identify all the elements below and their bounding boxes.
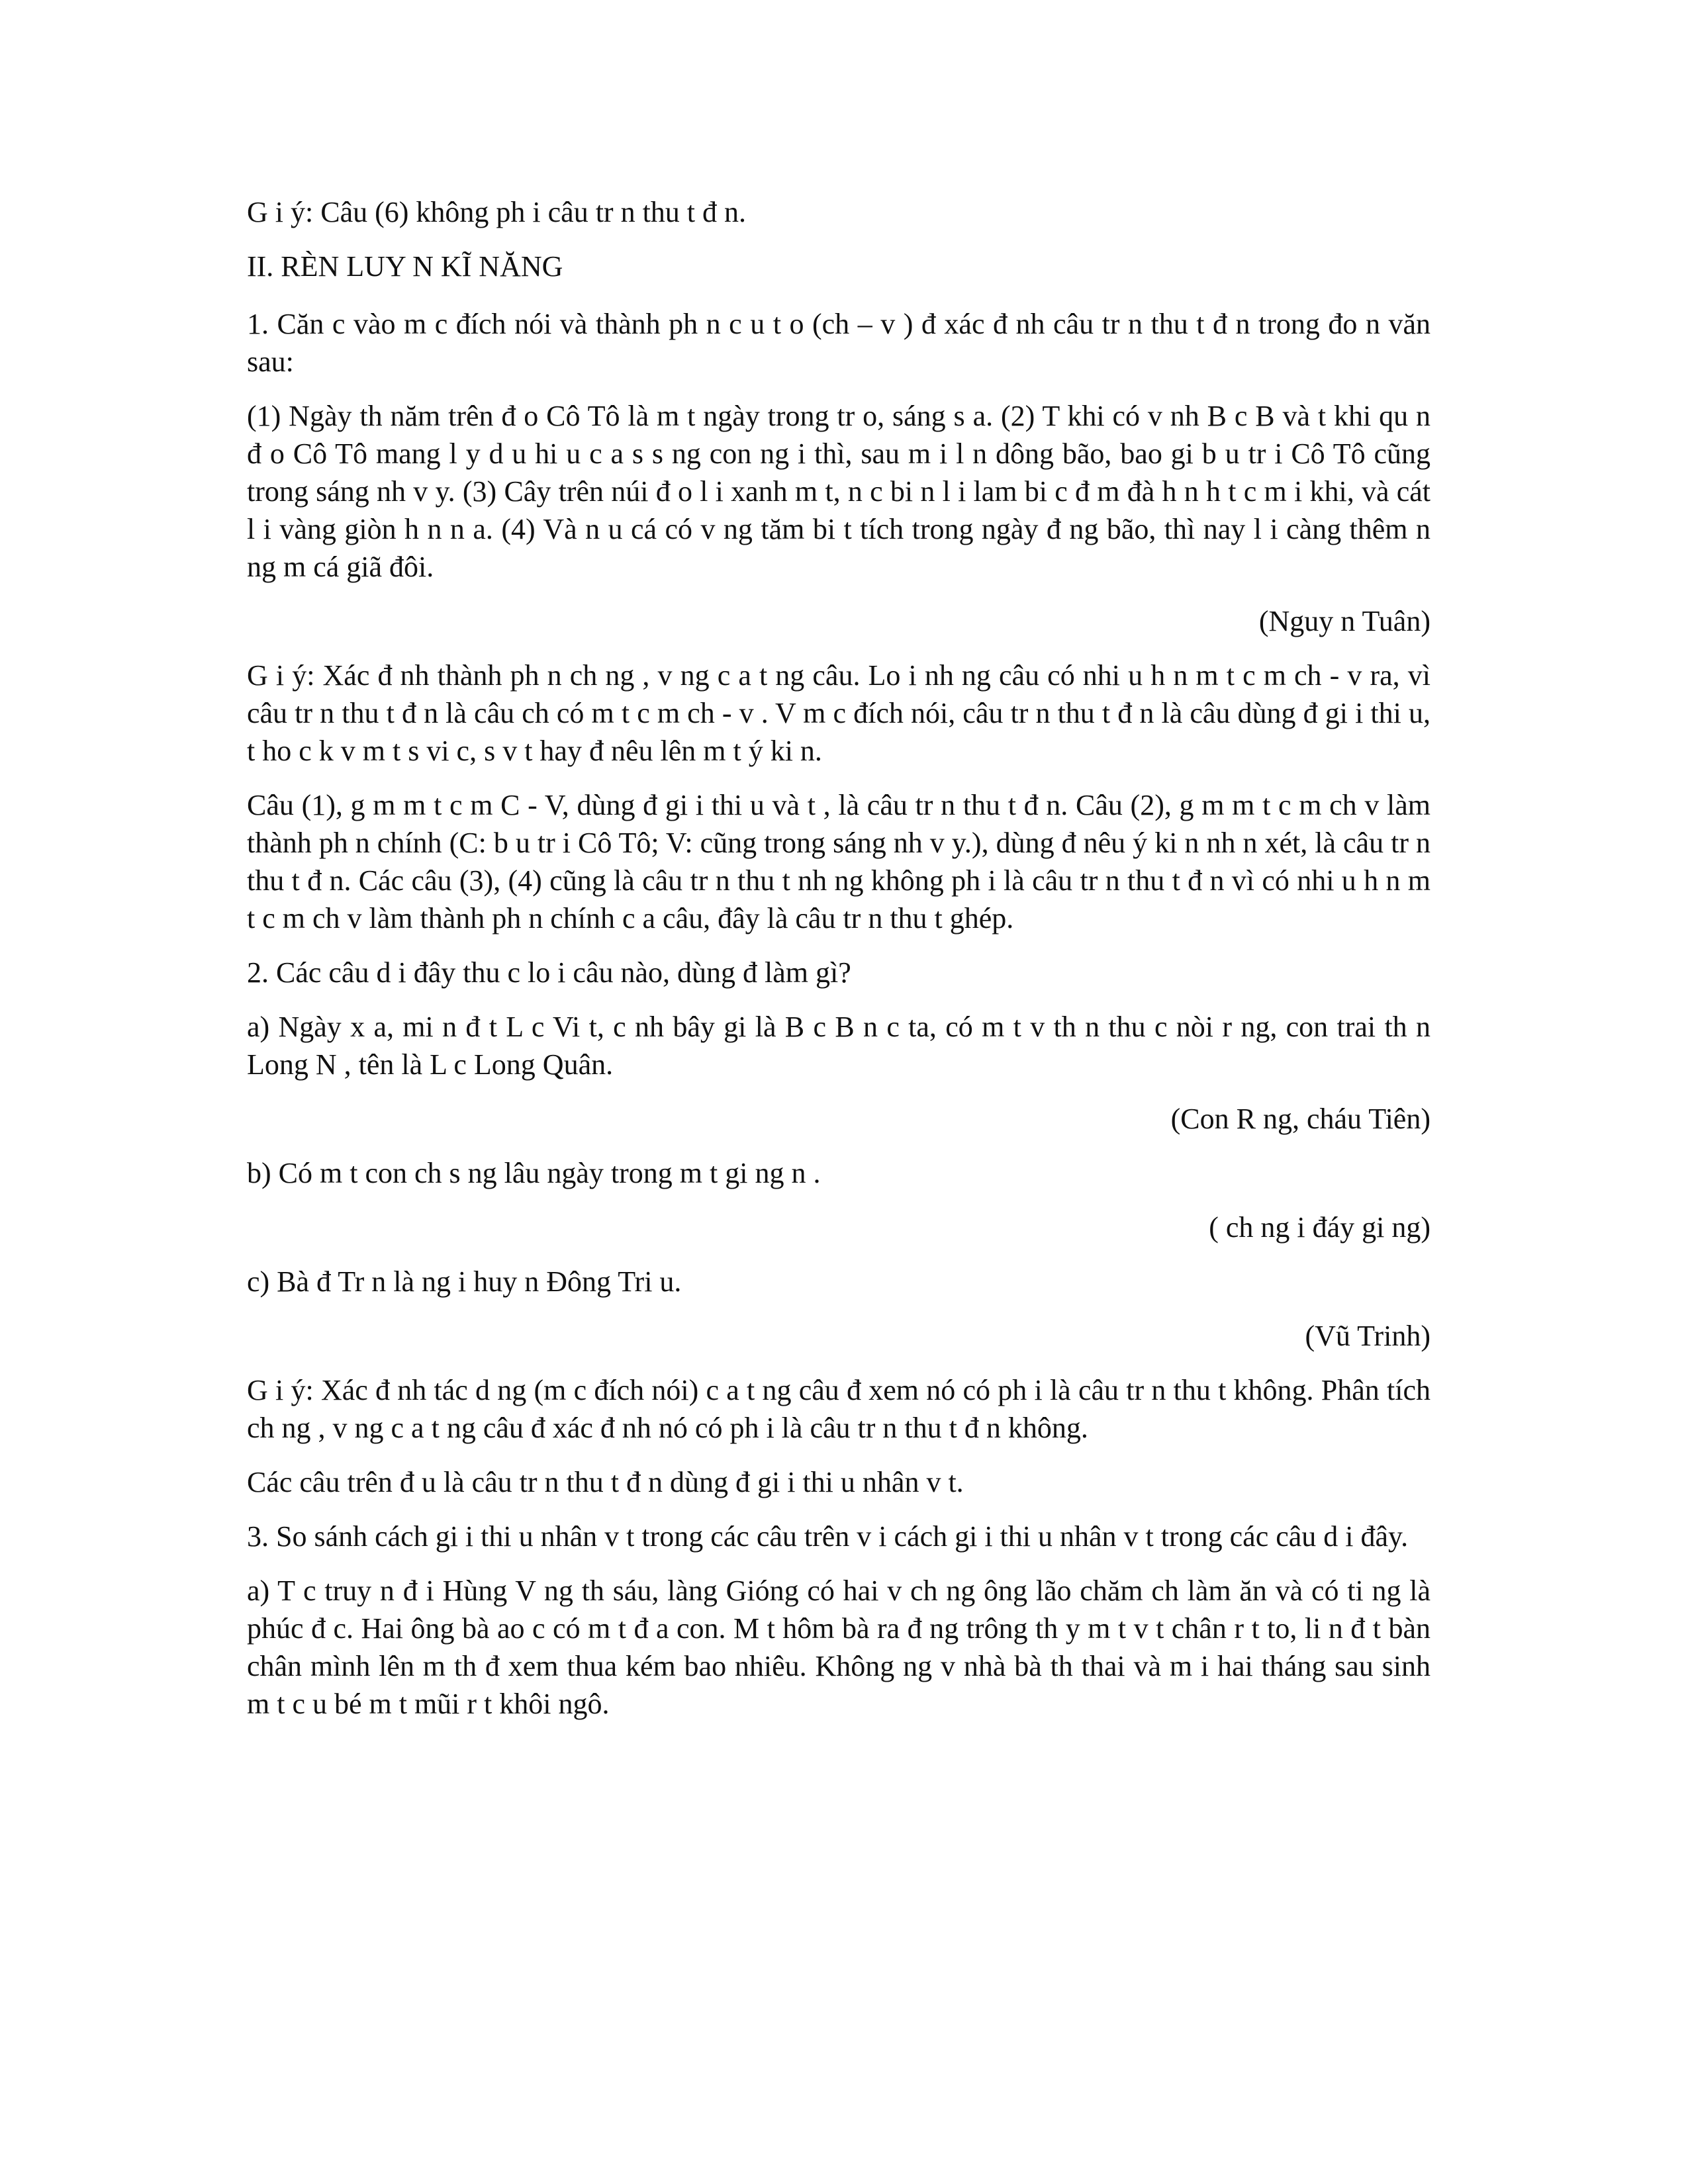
exercise-2-prompt: 2. Các câu d i đây thu c lo i câu nào, dùng đ làm gì? xyxy=(247,956,851,989)
exercise-1-prompt: 1. Căn c vào m c đích nói và thành ph n c u t o (ch – v ) đ xác đ nh câu tr n thu t đ n trong đo n văn sau: xyxy=(247,308,1430,378)
exercise-2-sentence-c: c) Bà đ Tr n là ng i huy n Đông Tri u. xyxy=(247,1265,682,1298)
sentence-c-source: (Vũ Trinh) xyxy=(1305,1320,1430,1352)
exercise-3-passage: a) T c truy n đ i Hùng V ng th sáu, làng Gióng có hai v ch ng ông lão chăm ch làm ăn và có ti ng là phúc đ c. Hai ông bà ao c có m t đ a con. M t hôm bà ra đ ng trông th y m t v t chân r t to, li n đ t bàn chân mình lên m th đ xem thua kém bao nhiêu. Không ng v nhà bà th thai và m i hai tháng sau sinh m t c u bé m t mũi r t khôi ngô. xyxy=(247,1574,1430,1720)
sentence-a-source: (Con R ng, cháu Tiên) xyxy=(1170,1103,1430,1135)
passage-source: (Nguy n Tuân) xyxy=(1258,605,1430,637)
section-heading: II. RÈN LUY N KĨ NĂNG xyxy=(247,250,563,283)
exercise-2-answer: Các câu trên đ u là câu tr n thu t đ n dùng đ gi i thi u nhân v t. xyxy=(247,1466,964,1498)
sentence-b-source: ( ch ng i đáy gi ng) xyxy=(1209,1211,1430,1244)
exercise-2-hint: G i ý: Xác đ nh tác d ng (m c đích nói) c a t ng câu đ xem nó có ph i là câu tr n thu t không. Phân tích ch ng , v ng c a t ng câu đ xác đ nh nó có ph i là câu tr n thu t đ n không. xyxy=(247,1374,1430,1444)
hint-paragraph: G i ý: Câu (6) không ph i câu tr n thu t đ n. xyxy=(247,196,747,228)
exercise-3-prompt: 3. So sánh cách gi i thi u nhân v t trong các câu trên v i cách gi i thi u nhân v t trong các câu d i đây. xyxy=(247,1520,1409,1553)
exercise-1-answer: Câu (1), g m m t c m C - V, dùng đ gi i thi u và t , là câu tr n thu t đ n. Câu (2), g m m t c m ch v làm thành ph n chính (C: b u tr i Cô Tô; V: cũng trong sáng nh v y.), dùng đ nêu ý ki n nh n xét, là câu tr n thu t đ n. Các câu (3), (4) cũng là câu tr n thu t nh ng không ph i là câu tr n thu t đ n vì có nhi u h n m t c m ch v làm thành ph n chính c a câu, đây là câu tr n thu t ghép. xyxy=(247,789,1430,934)
exercise-1-hint: G i ý: Xác đ nh thành ph n ch ng , v ng c a t ng câu. Lo i nh ng câu có nhi u h n m t c m ch - v ra, vì câu tr n thu t đ n là câu ch có m t c m ch - v . V m c đích nói, câu tr n thu t đ n là câu dùng đ gi i thi u, t ho c k v m t s vi c, s v t hay đ nêu lên m t ý ki n. xyxy=(247,659,1430,767)
exercise-1-passage: (1) Ngày th năm trên đ o Cô Tô là m t ngày trong tr o, sáng s a. (2) T khi có v nh B c B và t khi qu n đ o Cô Tô mang l y d u hi u c a s s ng con ng i thì, sau m i l n dông bão, bao gi b u tr i Cô Tô cũng trong sáng nh v y. (3) Cây trên núi đ o l i xanh m t, n c bi n l i lam bi c đ m đà h n h t c m i khi, và cát l i vàng giòn h n n a. (4) Và n u cá có v ng tăm bi t tích trong ngày đ ng bão, thì nay l i càng thêm n ng m cá giã đôi. xyxy=(247,400,1430,583)
exercise-2-sentence-b: b) Có m t con ch s ng lâu ngày trong m t gi ng n . xyxy=(247,1157,821,1189)
document-body xyxy=(247,193,1430,1739)
exercise-2-sentence-a: a) Ngày x a, mi n đ t L c Vi t, c nh bây gi là B c B n c ta, có m t v th n thu c nòi r ng, con trai th n Long N , tên là L c Long Quân. xyxy=(247,1011,1430,1081)
